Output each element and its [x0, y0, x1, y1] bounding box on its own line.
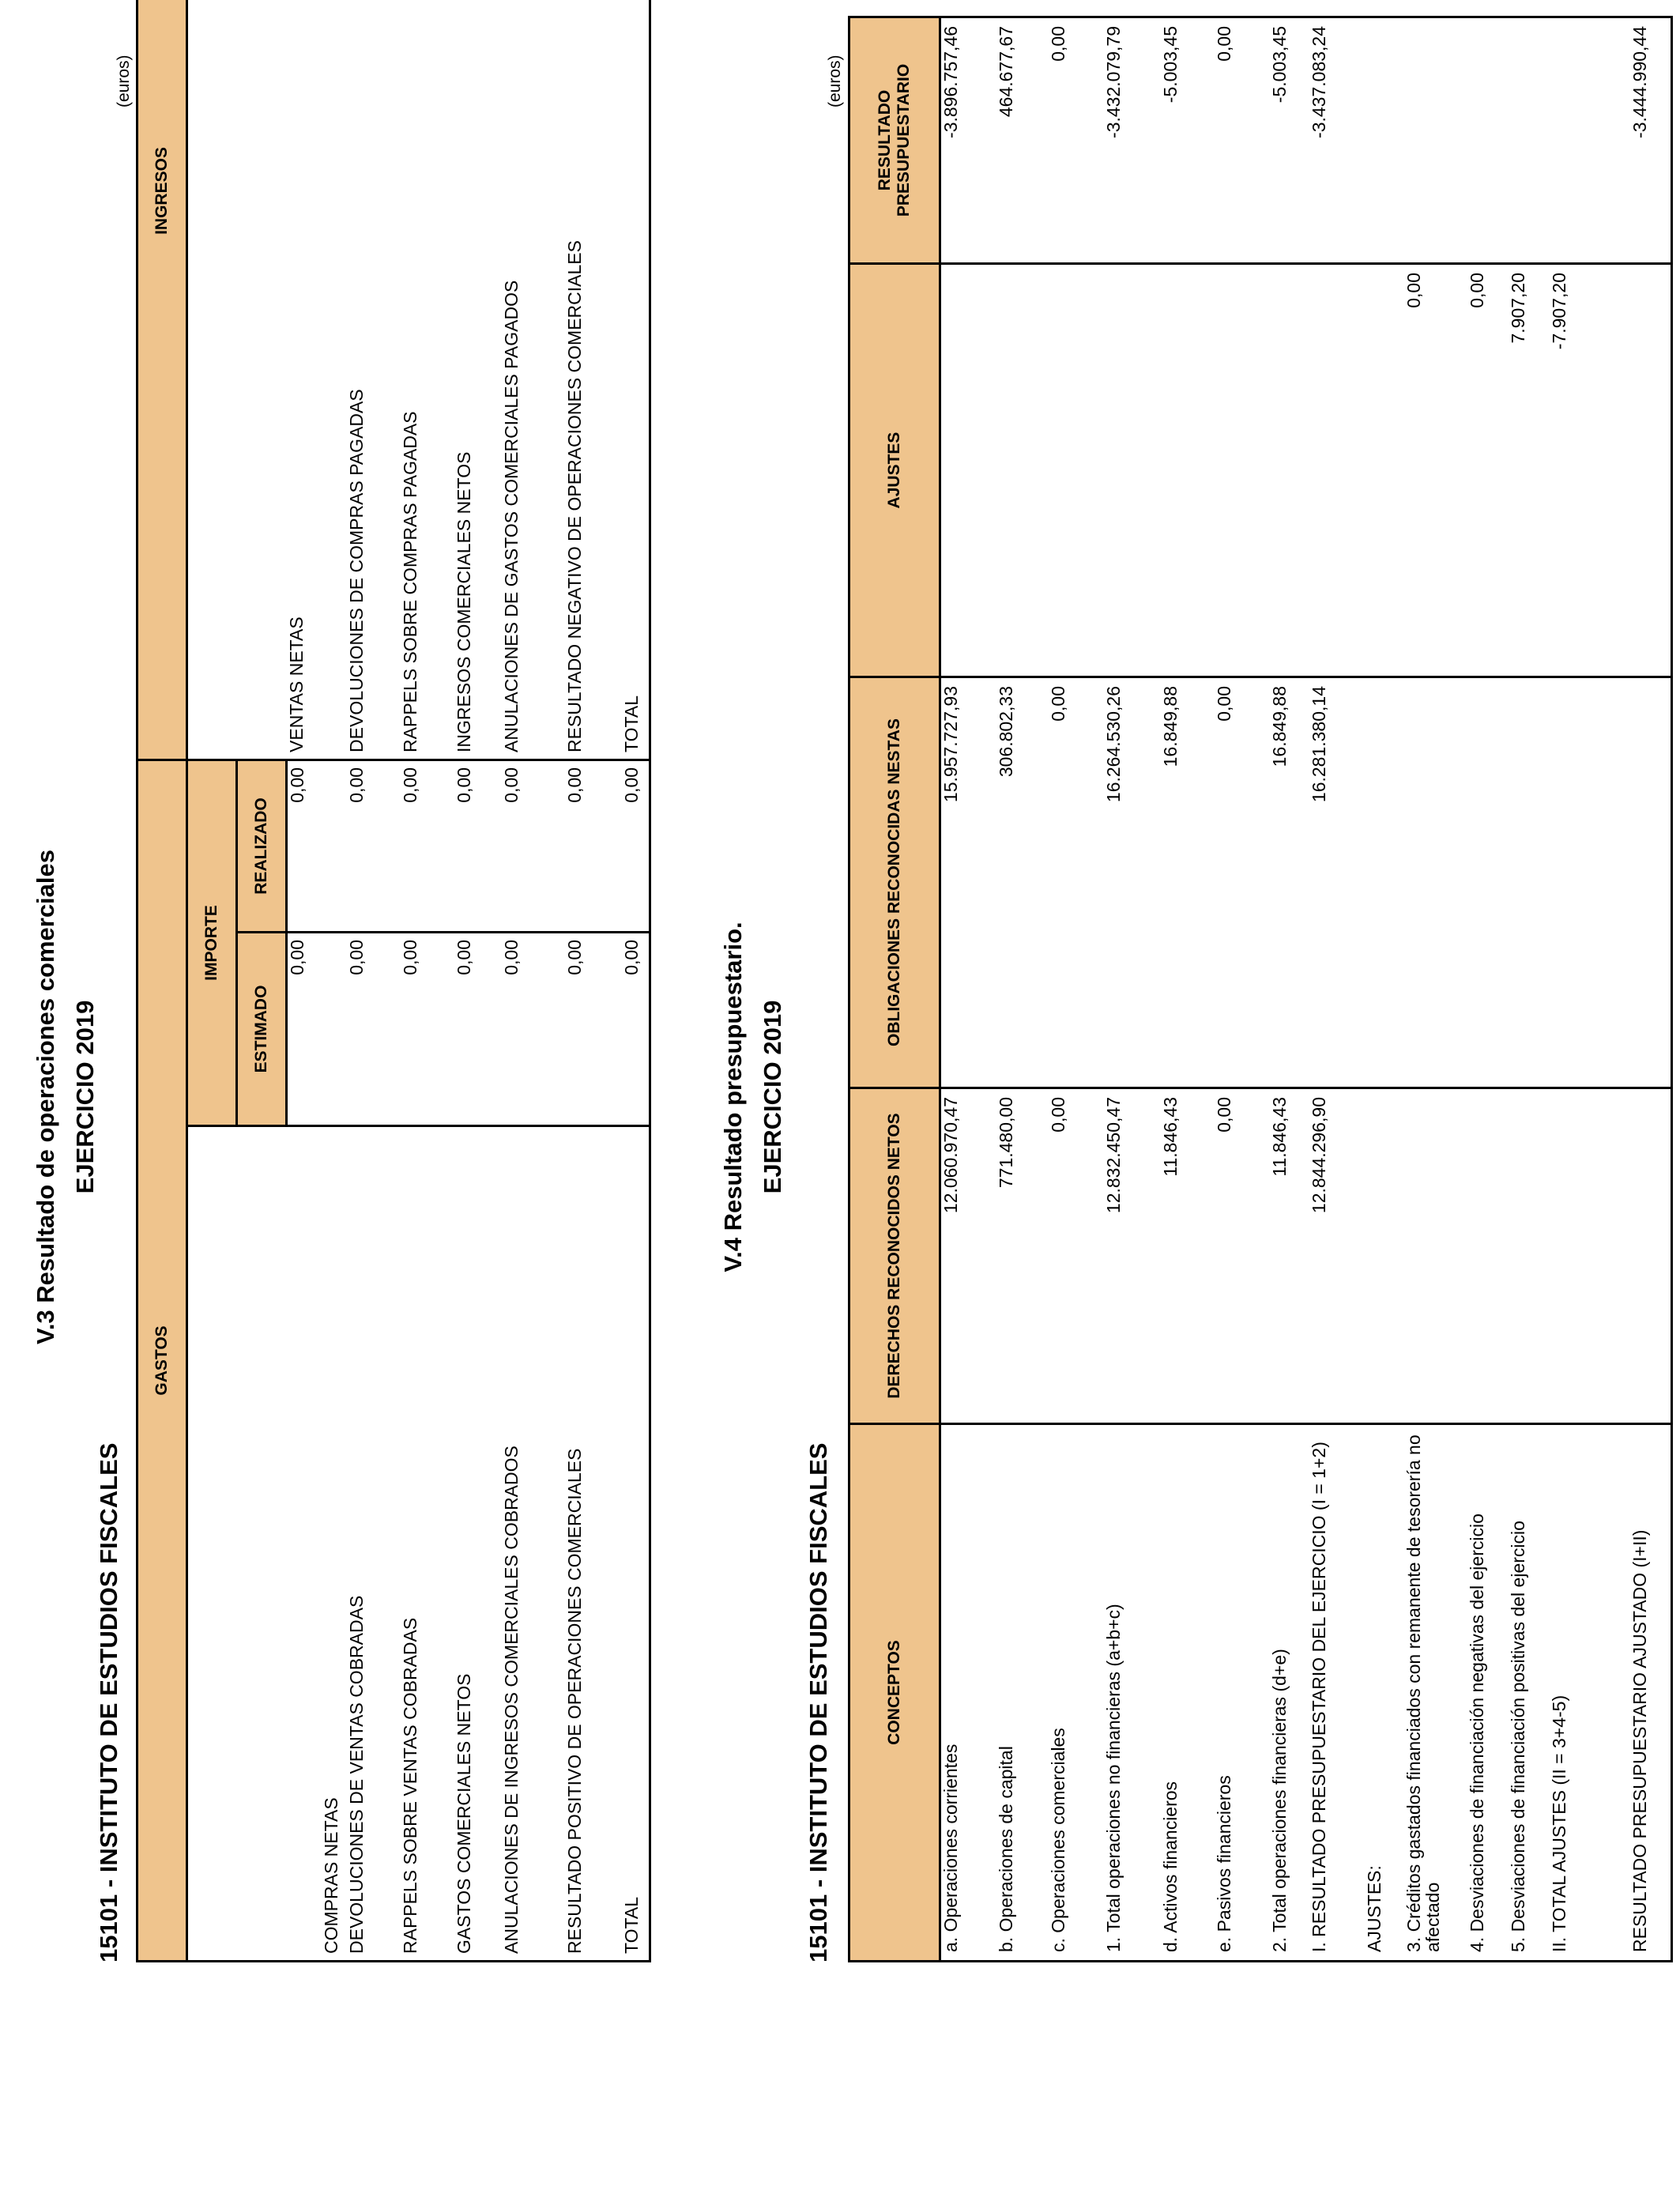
v3-gasto-total-estimado: 0,00 [622, 933, 650, 1126]
v3-ingreso-label: INGRESOS COMERCIALES NETOS [454, 0, 502, 760]
ajustes-value: 7.907,20 [1501, 264, 1542, 677]
ajustes-value [1248, 264, 1305, 677]
v3-gasto-label: DEVOLUCIONES DE VENTAS COBRADAS [347, 1126, 401, 1962]
resultado-value: -5.003,45 [1160, 26, 1181, 104]
ajustes-value [1305, 264, 1346, 677]
resultado-value: -3.896.757,46 [940, 26, 961, 138]
ajustes-value [1196, 264, 1248, 677]
derechos-value: 771.480,00 [974, 1088, 1030, 1424]
ajustes-value [1082, 264, 1139, 677]
ajustes-value: -7.907,20 [1542, 264, 1583, 677]
resultado-header: RESULTADO PRESUPUESTARIO [849, 17, 940, 264]
derechos-value [1401, 1088, 1448, 1424]
concepto-label: I. RESULTADO PRESUPUESTARIO DEL EJERCICIO (I = 1+2) [1305, 1424, 1346, 1962]
gastos-header: GASTOS [137, 760, 187, 1961]
concepto-label: II. TOTAL AJUSTES (II = 3+4-5) [1542, 1424, 1583, 1962]
v4-currency: (euros) [826, 55, 844, 107]
resultado-value: -3.437.083,24 [1309, 26, 1329, 138]
v3-gasto-estimado: 0,00 [401, 933, 454, 1126]
gastos-importe-header: IMPORTE [187, 760, 237, 1125]
ingresos-header: INGRESOS [137, 0, 187, 760]
v3-ingreso-label: RESULTADO NEGATIVO DE OPERACIONES COMERCIALES [565, 0, 622, 760]
obligaciones-value [1401, 677, 1448, 1088]
obligaciones-header: OBLIGACIONES RECONOCIDAS NESTAS [849, 677, 940, 1088]
ajustes-value [1139, 264, 1196, 677]
ajustes-value [1583, 264, 1630, 677]
obligaciones-value [1346, 677, 1401, 1088]
ajustes-value [1030, 264, 1082, 677]
derechos-value [1346, 1088, 1401, 1424]
resultado-value [1583, 17, 1630, 264]
gastos-blank-header [187, 1126, 287, 1962]
derechos-value: 11.846,43 [1139, 1088, 1196, 1424]
v3-gasto-label: ANULACIONES DE INGRESOS COMERCIALES COBRADOS [502, 1126, 565, 1962]
resultado-value: 464.677,67 [996, 26, 1016, 118]
derechos-value [1542, 1088, 1583, 1424]
v4-title: V.4 Resultado presupuestario. [719, 922, 747, 1272]
obligaciones-value: 16.849,88 [1248, 677, 1305, 1088]
ajustes-value [1630, 264, 1671, 677]
concepto-label: 1. Total operaciones no financieras (a+b+c) [1082, 1424, 1139, 1962]
v3-gasto-estimado: 0,00 [454, 933, 502, 1126]
v3-gasto-total-realizado: 0,00 [622, 760, 650, 932]
v3-gasto-label: RAPPELS SOBRE VENTAS COBRADAS [401, 1126, 454, 1962]
derechos-value: 12.844.296,90 [1305, 1088, 1346, 1424]
derechos-value [1583, 1088, 1630, 1424]
v3-title: V.3 Resultado de operaciones comerciales [32, 849, 59, 1345]
v3-gasto-estimado: 0,00 [565, 933, 622, 1126]
v3-gasto-label: COMPRAS NETAS [287, 1126, 347, 1962]
ajustes-value: 0,00 [1448, 264, 1501, 677]
v3-gasto-label: RESULTADO POSITIVO DE OPERACIONES COMERCIALES [565, 1126, 622, 1962]
concepto-label: e. Pasivos financieros [1196, 1424, 1248, 1962]
ajustes-value [1346, 264, 1401, 677]
v3-ingreso-total-label: TOTAL [622, 0, 650, 760]
obligaciones-value: 16.264.530,26 [1082, 677, 1139, 1088]
ajustes-value: 0,00 [1401, 264, 1448, 677]
derechos-value: 0,00 [1196, 1088, 1248, 1424]
v3-table [136, 0, 651, 1962]
v3-institution: 15101 - INSTITUTO DE ESTUDIOS FISCALES [95, 1442, 122, 1962]
v3-ingreso-label: DEVOLUCIONES DE COMPRAS PAGADAS [347, 0, 401, 760]
concepto-label: a. Operaciones corrientes [940, 1424, 975, 1962]
obligaciones-value: 16.281.380,14 [1305, 677, 1346, 1088]
derechos-value: 11.846,43 [1248, 1088, 1305, 1424]
concepto-label: 2. Total operaciones financieras (d+e) [1248, 1424, 1305, 1962]
v3-gasto-realizado: 0,00 [454, 760, 502, 932]
concepto-label: AJUSTES: [1346, 1424, 1401, 1962]
obligaciones-value [1630, 677, 1671, 1088]
concepto-label: 3. Créditos gastados financiados con remanente de tesorería no afectado [1401, 1424, 1448, 1962]
v3-gasto-realizado: 0,00 [287, 760, 347, 932]
v3-gasto-estimado: 0,00 [287, 933, 347, 1126]
derechos-value [1501, 1088, 1542, 1424]
resultado-value [1401, 17, 1448, 264]
v4-institution: 15101 - INSTITUTO DE ESTUDIOS FISCALES [804, 1442, 832, 1962]
concepto-label: c. Operaciones comerciales [1030, 1424, 1082, 1962]
concepto-label: 4. Desviaciones de financiación negativas del ejercicio [1448, 1424, 1501, 1962]
concepto-label: b. Operaciones de capital [974, 1424, 1030, 1962]
v3-gasto-realizado: 0,00 [347, 760, 401, 932]
v3-currency: (euros) [115, 55, 133, 107]
ajustes-value [974, 264, 1030, 677]
resultado-value [1542, 17, 1583, 264]
v3-ingreso-label: RAPPELS SOBRE COMPRAS PAGADAS [401, 0, 454, 760]
derechos-value: 12.060.970,47 [940, 1088, 975, 1424]
concepto-label: d. Activos financieros [1139, 1424, 1196, 1962]
derechos-value [1448, 1088, 1501, 1424]
derechos-value: 0,00 [1030, 1088, 1082, 1424]
resultado-value [1501, 17, 1542, 264]
concepto-label: 5. Desviaciones de financiación positivas del ejercicio [1501, 1424, 1542, 1962]
v4-table [848, 16, 1673, 1962]
concepto-label: RESULTADO PRESUPUESTARIO AJUSTADO (I+II) [1630, 1424, 1671, 1962]
v3-gasto-estimado: 0,00 [502, 933, 565, 1126]
ingresos-blank-header [187, 0, 287, 760]
ajustes-value [940, 264, 975, 677]
obligaciones-value [1542, 677, 1583, 1088]
v3-gasto-realizado: 0,00 [502, 760, 565, 932]
conceptos-header: CONCEPTOS [849, 1424, 940, 1962]
gastos-realizado-header: REALIZADO [237, 760, 287, 932]
obligaciones-value: 0,00 [1030, 677, 1082, 1088]
v3-gasto-realizado: 0,00 [565, 760, 622, 932]
gastos-estimado-header: ESTIMADO [237, 933, 287, 1126]
obligaciones-value [1448, 677, 1501, 1088]
obligaciones-value [1501, 677, 1542, 1088]
resultado-value [1346, 17, 1401, 264]
obligaciones-value [1583, 677, 1630, 1088]
resultado-value: -5.003,45 [1269, 26, 1290, 104]
v3-ingreso-label: VENTAS NETAS [287, 0, 347, 760]
resultado-value: 0,00 [1048, 26, 1068, 62]
resultado-value: -3.432.079,79 [1103, 26, 1124, 138]
concepto-label [1583, 1424, 1630, 1962]
resultado-value: -3.444.990,44 [1629, 26, 1650, 138]
resultado-value [1448, 17, 1501, 264]
derechos-header: DERECHOS RECONOCIDOS NETOS [849, 1088, 940, 1424]
v3-gasto-estimado: 0,00 [347, 933, 401, 1126]
v3-gasto-total-label: TOTAL [622, 1126, 650, 1962]
ajustes-header: AJUSTES [849, 264, 940, 677]
v3-gasto-realizado: 0,00 [401, 760, 454, 932]
v3-ingreso-label: ANULACIONES DE GASTOS COMERCIALES PAGADOS [502, 0, 565, 760]
resultado-value: 0,00 [1214, 26, 1234, 62]
v3-gasto-label: GASTOS COMERCIALES NETOS [454, 1126, 502, 1962]
derechos-value [1630, 1088, 1671, 1424]
obligaciones-value: 306.802,33 [974, 677, 1030, 1088]
obligaciones-value: 15.957.727,93 [940, 677, 975, 1088]
derechos-value: 12.832.450,47 [1082, 1088, 1139, 1424]
obligaciones-value: 16.849,88 [1139, 677, 1196, 1088]
v4-subtitle: EJERCICIO 2019 [759, 1000, 786, 1194]
obligaciones-value: 0,00 [1196, 677, 1248, 1088]
v3-subtitle: EJERCICIO 2019 [71, 1000, 99, 1194]
